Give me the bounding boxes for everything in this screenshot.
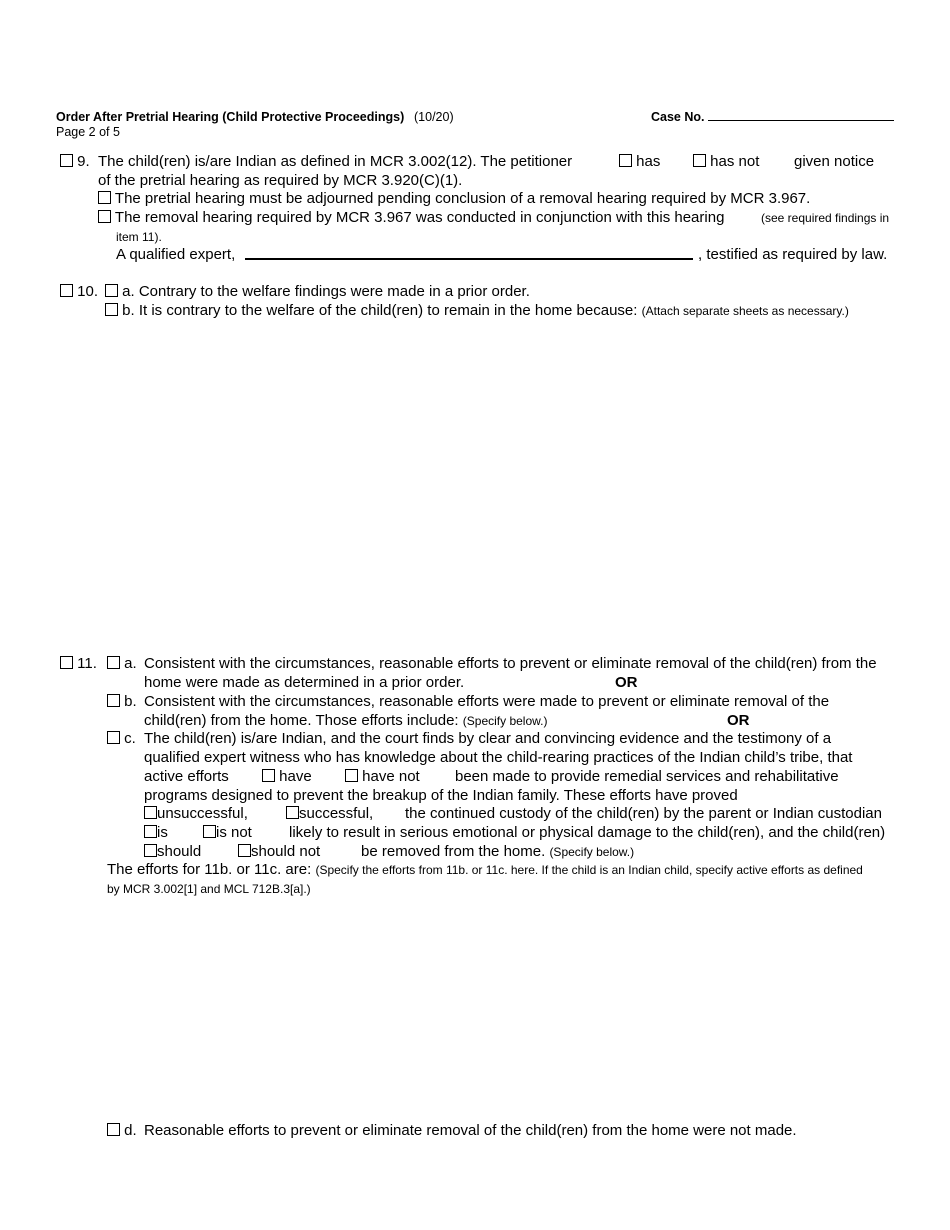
specify-below-note: (Specify below.) <box>462 714 548 728</box>
item-10b-response-area[interactable] <box>105 325 895 645</box>
item-11a-option: a. <box>107 655 137 673</box>
item-11-checkbox[interactable] <box>60 656 73 669</box>
have-option: have <box>262 768 312 786</box>
item-9-text: The child(ren) is/are Indian as defined in MCR 3.002(12). The petitioner <box>98 153 573 170</box>
removal-note: (see required findings in <box>761 211 890 225</box>
item-10a-option: a. Contrary to the welfare findings were made in a prior order. <box>105 283 530 301</box>
has-not-option: has not <box>693 153 759 171</box>
expert-name-field[interactable] <box>245 258 693 260</box>
adjourned-option: The pretrial hearing must be adjourned pending conclusion of a removal hearing required by MCR 3.967. <box>98 190 810 208</box>
item-11c-option: c. <box>107 730 136 748</box>
is-not-option: is not <box>203 824 252 842</box>
case-no-label: Case No. <box>651 110 705 124</box>
expert-label: A qualified expert, <box>116 246 236 263</box>
been-made-text: been made to provide remedial services and rehabilitative <box>455 768 839 785</box>
item-11d-option: d. <box>107 1122 137 1140</box>
item-11c-text-4: programs designed to prevent the breakup of the Indian family. These efforts have proved <box>144 787 738 804</box>
have-not-option: have not <box>345 768 420 786</box>
have-checkbox[interactable] <box>262 769 275 782</box>
efforts-note-2: by MCR 3.002[1] and MCL 712B.3[a].) <box>107 882 311 896</box>
item-11d-text: Reasonable efforts to prevent or eliminate removal of the child(ren) from the home were not made. <box>144 1122 797 1139</box>
item-11a-text: Consistent with the circumstances, reasonable efforts to prevent or eliminate removal of the child(ren) from the <box>144 655 877 672</box>
expert-suffix: , testified as required by law. <box>698 246 888 263</box>
item-9-checkbox[interactable] <box>60 154 73 167</box>
or-divider-2: OR <box>727 712 750 729</box>
item-10-number: 10. <box>77 283 99 300</box>
given-notice-text: given notice <box>794 153 875 170</box>
item-10-checkbox[interactable] <box>60 284 73 297</box>
is-option: is <box>144 824 168 842</box>
item-11b-text: Consistent with the circumstances, reasonable efforts were made to prevent or eliminate removal of the <box>144 693 830 710</box>
should-checkbox[interactable] <box>144 844 157 857</box>
page-number: Page 2 of 5 <box>56 125 120 139</box>
unsuccessful-option: unsuccessful, <box>144 805 248 823</box>
continued-custody-text: the continued custody of the child(ren) by the parent or Indian custodian <box>405 805 882 822</box>
form-title: Order After Pretrial Hearing (Child Protective Proceedings) <box>56 110 405 124</box>
case-no-field[interactable] <box>708 120 894 121</box>
item-11c-checkbox[interactable] <box>107 731 120 744</box>
likely-text: likely to result in serious emotional or physical damage to the child(ren), and the child(ren) <box>289 824 886 841</box>
item-11b-option: b. <box>107 693 137 711</box>
specify-below-note-2: (Specify below.) <box>549 845 635 859</box>
removal-note-2: item 11). <box>116 230 162 244</box>
active-efforts-label: active efforts <box>144 768 229 785</box>
item-11d-checkbox[interactable] <box>107 1123 120 1136</box>
item-11-number: 11. <box>77 655 97 672</box>
item-10b-note: (Attach separate sheets as necessary.) <box>641 304 849 318</box>
item-11-row <box>60 655 97 673</box>
efforts-response-area[interactable] <box>107 900 897 1110</box>
should-not-option: should not <box>238 843 320 861</box>
have-not-checkbox[interactable] <box>345 769 358 782</box>
has-checkbox[interactable] <box>619 154 632 167</box>
or-divider-1: OR <box>615 674 638 691</box>
item-11b-checkbox[interactable] <box>107 694 120 707</box>
unsuccessful-checkbox[interactable] <box>144 806 157 819</box>
be-removed-text: be removed from the home. (Specify below.) <box>361 843 635 860</box>
item-10a-checkbox[interactable] <box>105 284 118 297</box>
item-11b-text-2: child(ren) from the home. Those efforts include: (Specify below.) <box>144 712 548 729</box>
is-not-checkbox[interactable] <box>203 825 216 838</box>
removal-option: The removal hearing required by MCR 3.967 was conducted in conjunction with this hearing <box>98 209 724 227</box>
adjourned-checkbox[interactable] <box>98 191 111 204</box>
is-checkbox[interactable] <box>144 825 157 838</box>
has-option: has <box>619 153 660 171</box>
item-10b-option: b. It is contrary to the welfare of the child(ren) to remain in the home because: (Attach separate sheets as necessary.) <box>105 302 849 320</box>
item-11a-checkbox[interactable] <box>107 656 120 669</box>
item-9-text-2: of the pretrial hearing as required by MCR 3.920(C)(1). <box>98 172 463 189</box>
item-9-row <box>60 153 90 171</box>
successful-checkbox[interactable] <box>286 806 299 819</box>
removal-checkbox[interactable] <box>98 210 111 223</box>
efforts-note: (Specify the efforts from 11b. or 11c. here. If the child is an Indian child, specify active efforts as defined <box>315 863 863 877</box>
item-11c-text: The child(ren) is/are Indian, and the court finds by clear and convincing evidence and the testimony of a <box>144 730 832 747</box>
should-option: should <box>144 843 201 861</box>
item-11c-text-2: qualified expert witness who has knowledge about the child-rearing practices of the Indian child’s tribe, that <box>144 749 853 766</box>
item-10b-checkbox[interactable] <box>105 303 118 316</box>
should-not-checkbox[interactable] <box>238 844 251 857</box>
item-9-number: 9. <box>77 153 90 170</box>
successful-option: successful, <box>286 805 373 823</box>
item-10-row <box>60 283 98 301</box>
item-11a-text-2: home were made as determined in a prior order. <box>144 674 465 691</box>
form-version: (10/20) <box>414 110 454 124</box>
efforts-label: The efforts for 11b. or 11c. are: (Specify the efforts from 11b. or 11c. here. If the child is an Indian child, specify active efforts as defined <box>107 861 863 878</box>
has-not-checkbox[interactable] <box>693 154 706 167</box>
